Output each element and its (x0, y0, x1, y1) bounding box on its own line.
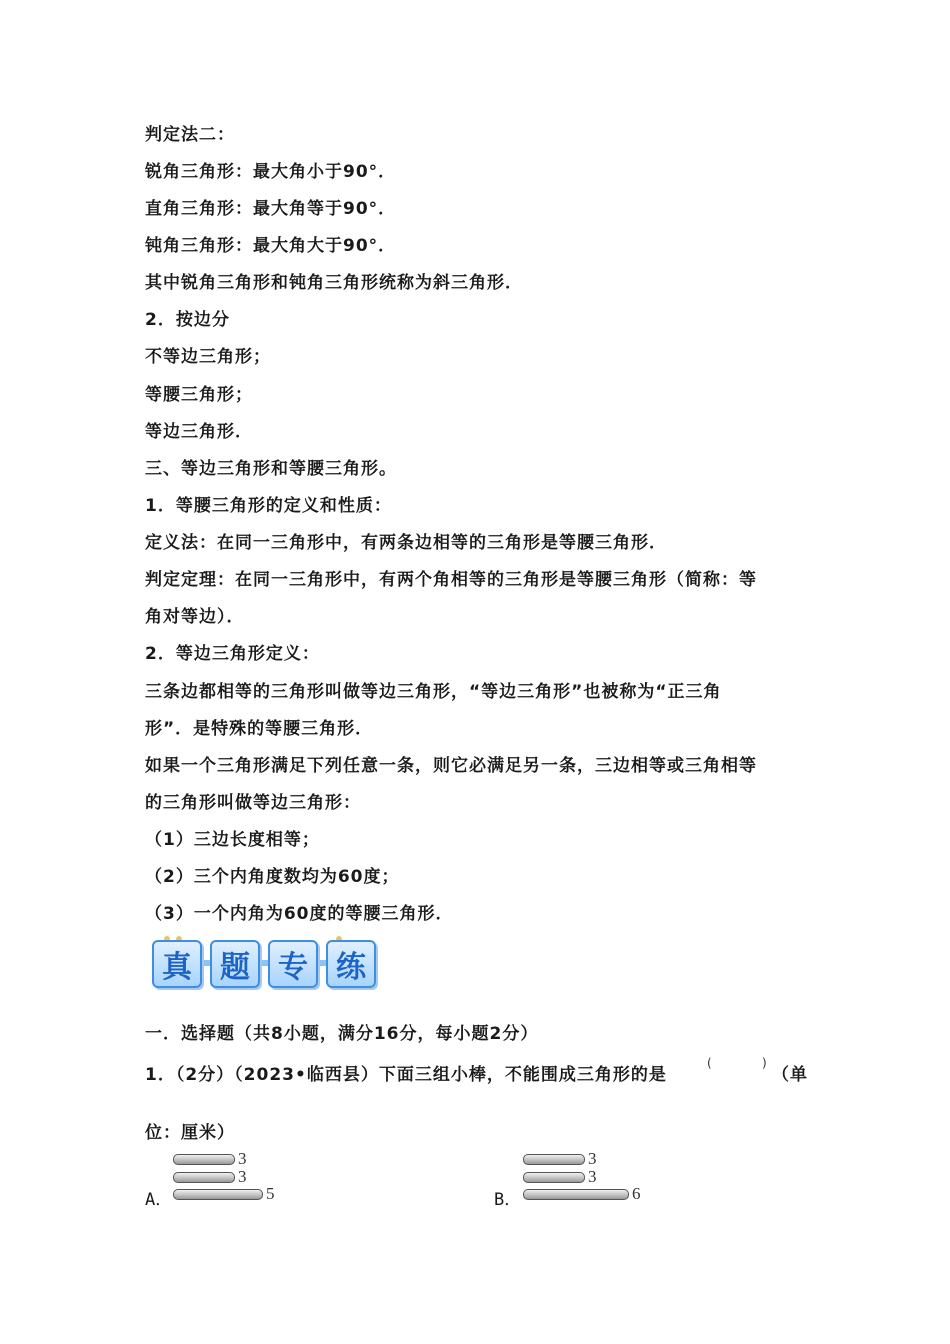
stick (523, 1172, 585, 1183)
stick-length: 6 (632, 1184, 641, 1203)
text-line: 定义法：在同一三角形中，有两条边相等的三角形是等腰三角形． (145, 533, 667, 553)
text-line: 2．等边三角形定义： (145, 644, 320, 664)
stick-length: 5 (266, 1184, 275, 1203)
text-line: 等腰三角形； (145, 385, 253, 405)
text-line: 角对等边）． (145, 607, 245, 627)
section-title: 一．选择题（共8小题，满分16分，每小题2分） (145, 1024, 539, 1044)
option-label: A． (145, 1190, 173, 1210)
banner-char: 练 (326, 940, 376, 988)
text-line: （2）三个内角度数均为60度； (145, 867, 400, 887)
text-line: 其中锐角三角形和钝角三角形统称为斜三角形． (145, 273, 523, 293)
question-stem-line2: 位：厘米） (145, 1123, 235, 1143)
text-line: 锐角三角形：最大角小于90°． (145, 162, 397, 182)
text-line: 钝角三角形：最大角大于90°． (145, 236, 397, 256)
text-line: （1）三边长度相等； (145, 830, 320, 850)
stick-length: 3 (238, 1149, 247, 1168)
option-label: B． (494, 1190, 522, 1210)
text-line: 不等边三角形； (145, 347, 271, 367)
text-line: 如果一个三角形满足下列任意一条，则它必满足另一条，三边相等或三角相等 (145, 756, 757, 776)
stick (523, 1154, 585, 1165)
text-line: 的三角形叫做等边三角形： (145, 793, 361, 813)
banner-char: 题 (210, 940, 260, 988)
banner-char: 真 (152, 940, 202, 988)
stick-length: 3 (588, 1149, 597, 1168)
stick-length: 3 (588, 1167, 597, 1186)
stick (173, 1154, 235, 1165)
text-line: 1．等腰三角形的定义和性质： (145, 496, 392, 516)
answer-paren-close: ) (762, 1056, 767, 1070)
text-line: 2．按边分 (145, 310, 230, 330)
answer-paren-open: ( (707, 1056, 712, 1070)
text-line: 判定定理：在同一三角形中，有两个角相等的三角形是等腰三角形（简称：等 (145, 570, 757, 590)
stick (173, 1172, 235, 1183)
question-stem-tail: （单 (772, 1065, 808, 1085)
stick (173, 1189, 263, 1200)
text-line: 判定法二： (145, 125, 235, 145)
text-line: 形”．是特殊的等腰三角形． (145, 719, 374, 739)
banner-char: 专 (268, 940, 318, 988)
stick (523, 1189, 629, 1200)
question-stem: 1．（2分）（2023•临西县）下面三组小棒，不能围成三角形的是 (145, 1065, 667, 1085)
text-line: 等边三角形． (145, 422, 253, 442)
text-line: 三条边都相等的三角形叫做等边三角形，“等边三角形”也被称为“正三角 (145, 682, 722, 702)
text-line: 直角三角形：最大角等于90°． (145, 199, 397, 219)
text-line: 三、等边三角形和等腰三角形。 (145, 459, 397, 479)
stick-length: 3 (238, 1167, 247, 1186)
text-line: （3）一个内角为60度的等腰三角形． (145, 904, 454, 924)
practice-banner (150, 936, 370, 988)
